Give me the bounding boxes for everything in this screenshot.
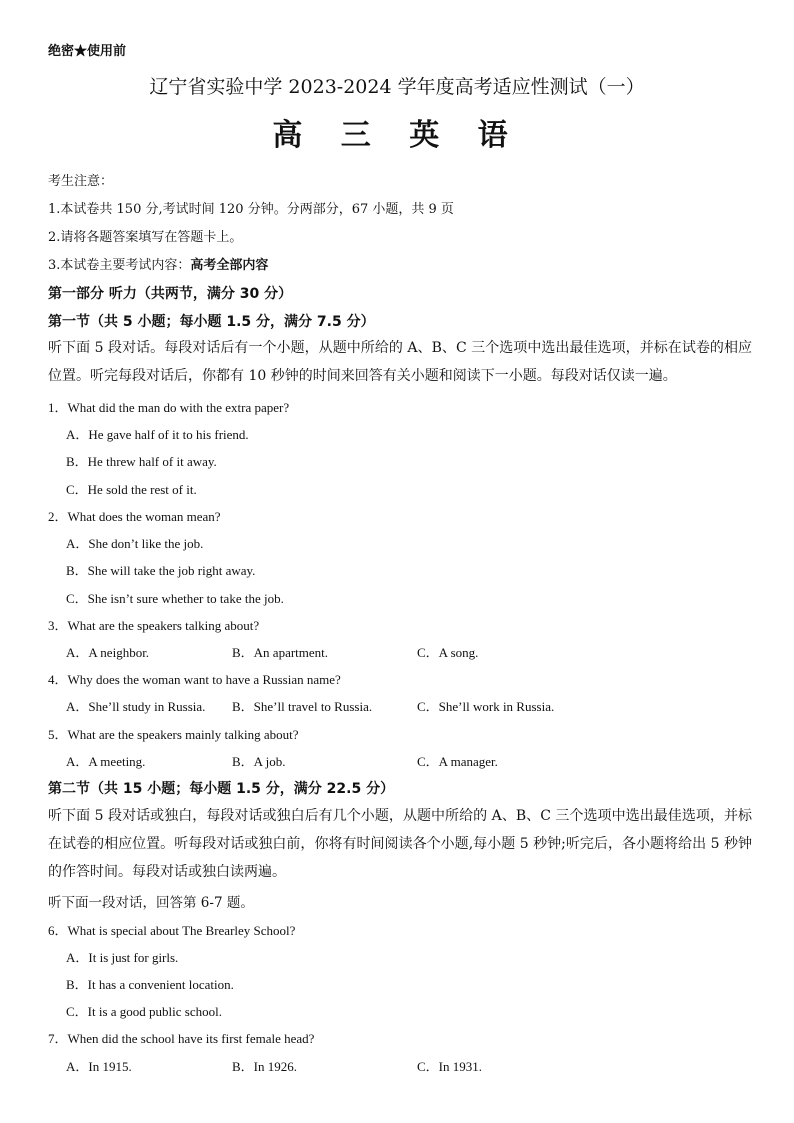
question-5-option-a: A．A meeting. — [66, 754, 146, 769]
notice-item-3-bold: 高考全部内容 — [190, 258, 269, 273]
question-4-option-a: A．She’ll study in Russia. — [66, 699, 206, 714]
notice-item-3-prefix: 3.本试卷主要考试内容： — [48, 258, 191, 273]
question-1-option-b: B．He threw half of it away. — [66, 454, 217, 469]
question-6-stem: 6．What is special about The Brearley School? — [48, 923, 296, 938]
question-2-stem: 2．What does the woman mean? — [48, 509, 221, 524]
question-1-stem: 1．What did the man do with the extra paper? — [48, 400, 290, 415]
notice-item-3 — [48, 254, 268, 273]
question-7-stem: 7．When did the school have its first female head? — [48, 1031, 315, 1046]
section1-heading: 第一节（共 5 小题；每小题 1.5 分，满分 7.5 分） — [48, 314, 375, 330]
question-5-stem: 5．What are the speakers mainly talking about? — [48, 727, 299, 742]
section2-instruction: 听下面 5 段对话或独白，每段对话或独白后有几个小题，从题中所给的 A、B、C 三个选项中选出最佳选项，并标在试卷的相应位置。听每段对话或独白前，你将有时间阅读各个小题,每小题 5 秒钟;听完后，各小题将给出 5 秒钟的作答时间。每段对话或独白读两遍。 — [48, 808, 752, 880]
section1-instruction: 听下面 5 段对话。每段对话后有一个小题，从题中所给的 A、B、C 三个选项中选出最佳选项，并标在试卷的相应位置。听完每段对话后，你都有 10 秒钟的时间来回答有关小题和阅读下一小题。每段对话仅读一遍。 — [48, 340, 752, 384]
question-4-option-c: C．She’ll work in Russia. — [417, 699, 555, 714]
part1-heading: 第一部分 听力（共两节，满分 30 分） — [48, 286, 293, 302]
question-7-option-b: B．In 1926. — [232, 1059, 298, 1074]
notice-heading: 考生注意： — [48, 174, 114, 189]
question-4-option-b: B．She’ll travel to Russia. — [232, 699, 373, 714]
question-6-option-b: B．It has a convenient location. — [66, 977, 234, 992]
question-3-option-c: C．A song. — [417, 645, 479, 660]
notice-item-1: 1.本试卷共 150 分,考试时间 120 分钟。分两部分，67 小题，共 9 页 — [48, 202, 454, 217]
secret-mark: 绝密★使用前 — [48, 44, 127, 59]
question-4-stem: 4．Why does the woman want to have a Russian name? — [48, 672, 341, 687]
question-3-option-a: A．A neighbor. — [66, 645, 150, 660]
question-2-option-a: A．She don’t like the job. — [66, 536, 204, 551]
question-7-option-c: C．In 1931. — [417, 1059, 483, 1074]
notice-item-2: 2.请将各题答案填写在答题卡上。 — [48, 230, 243, 245]
subject-title: 高 三 英 语 — [272, 118, 522, 153]
exam-title: 辽宁省实验中学 2023-2024 学年度高考适应性测试（一） — [149, 76, 645, 98]
question-6-option-a: A．It is just for girls. — [66, 950, 179, 965]
question-3-option-b: B．An apartment. — [232, 645, 329, 660]
question-6-option-c: C．It is a good public school. — [66, 1004, 222, 1019]
question-2-option-b: B．She will take the job right away. — [66, 563, 256, 578]
question-5-option-c: C．A manager. — [417, 754, 498, 769]
question-5-option-b: B．A job. — [232, 754, 286, 769]
question-3-stem: 3．What are the speakers talking about? — [48, 618, 260, 633]
question-1-option-a: A．He gave half of it to his friend. — [66, 427, 249, 442]
question-2-option-c: C．She isn’t sure whether to take the job. — [66, 591, 284, 606]
question-1-option-c: C．He sold the rest of it. — [66, 482, 197, 497]
section2-sub-instruction: 听下面一段对话，回答第 6-7 题。 — [48, 895, 254, 911]
question-7-option-a: A．In 1915. — [66, 1059, 132, 1074]
section2-heading: 第二节（共 15 小题；每小题 1.5 分，满分 22.5 分） — [48, 781, 395, 797]
